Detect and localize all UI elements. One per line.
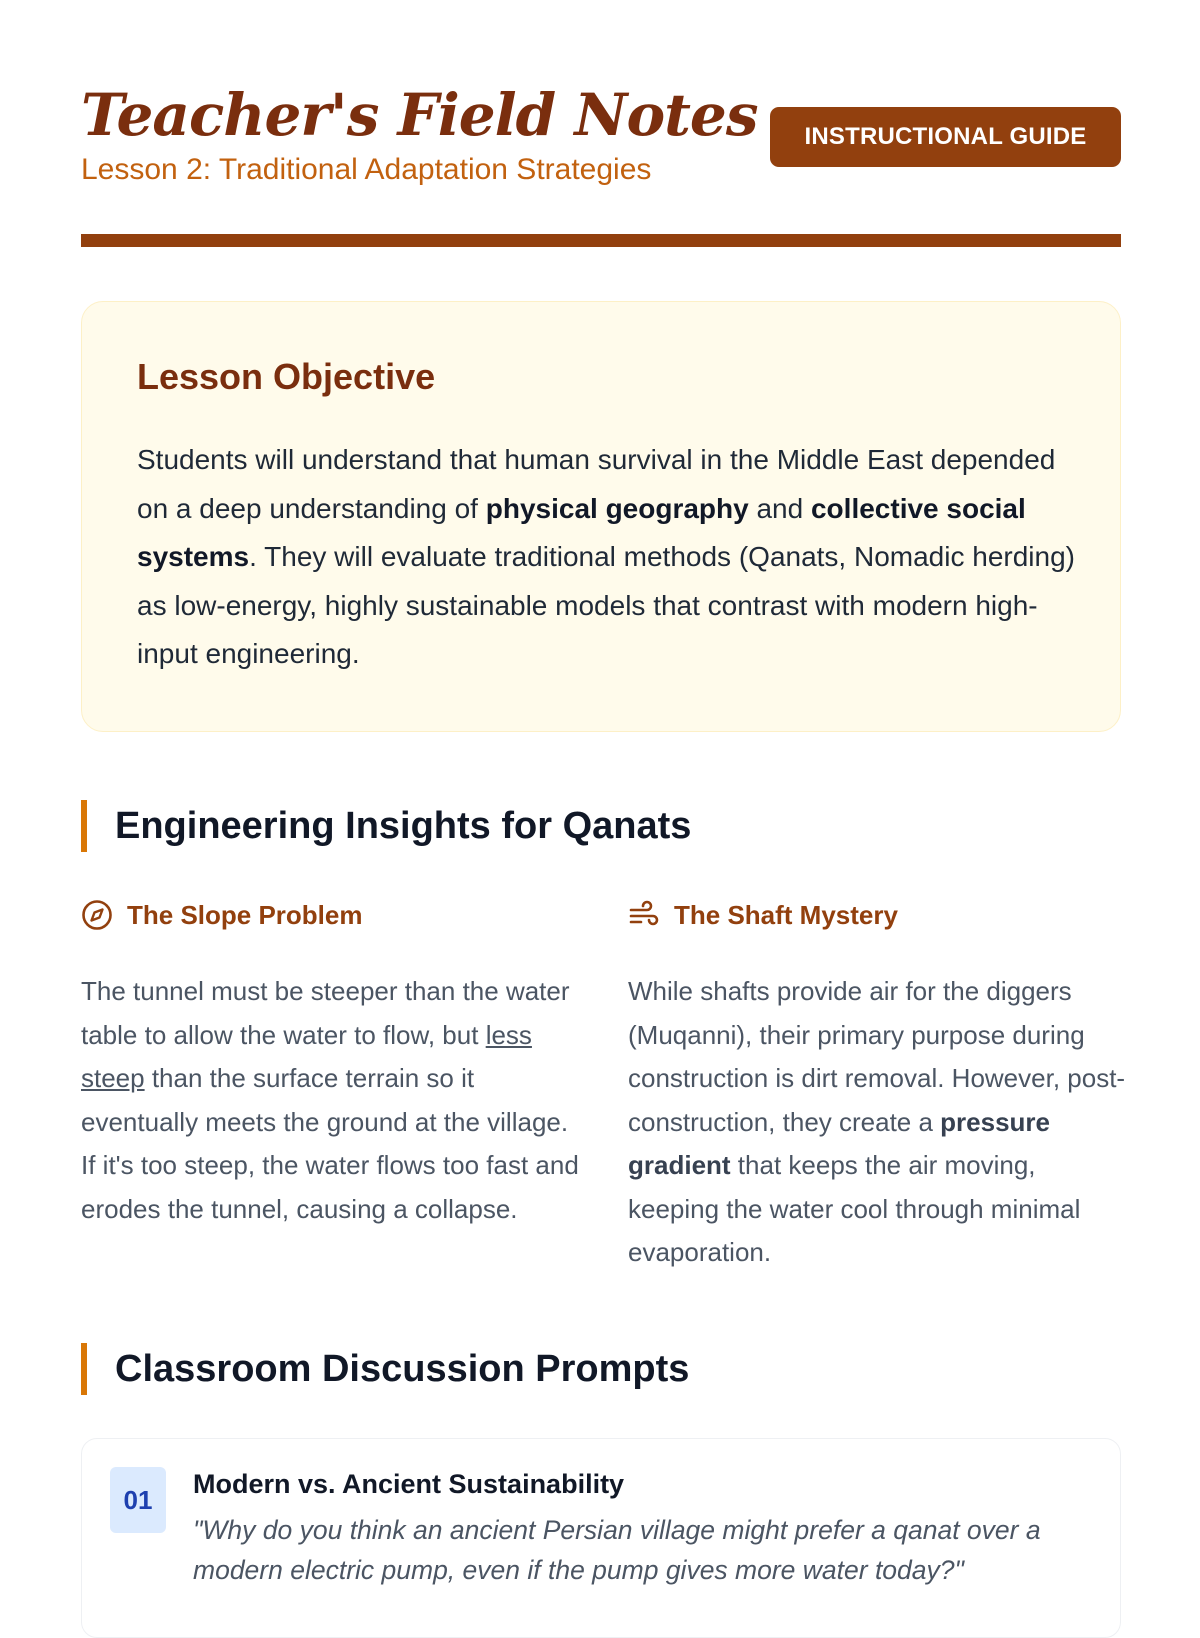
slope-problem-header bbox=[81, 896, 581, 936]
shaft-mystery-title: The Shaft Mystery bbox=[674, 900, 898, 930]
page-title: Teacher's Field Notes bbox=[81, 81, 758, 149]
objective-text-part: . They will evaluate traditional methods (Qanats, Nomadic herding) as low-energy, highly sustainable models that contrast with modern high-input engineering. bbox=[137, 541, 1075, 669]
shaft-mystery-column bbox=[628, 896, 1128, 1275]
wind-icon bbox=[628, 899, 660, 931]
shaft-text-part: While shafts provide air for the diggers (Muqanni), their primary purpose during construction is dirt removal. However, post-construction, they create a bbox=[628, 976, 1126, 1137]
objective-text-part: and bbox=[748, 492, 811, 524]
objective-bold-physical-geography: physical geography bbox=[485, 492, 749, 524]
instructional-guide-badge: INSTRUCTIONAL GUIDE bbox=[770, 107, 1121, 167]
prompt-question: "Why do you think an ancient Persian village might prefer a qanat over a modern electric pump, even if the pump gives more water today?" bbox=[193, 1515, 1041, 1585]
objective-bold-social-systems: collective social systems bbox=[137, 492, 1026, 572]
objective-heading: Lesson Objective bbox=[137, 356, 436, 397]
shaft-mystery-header bbox=[628, 896, 1128, 936]
slope-problem-column bbox=[81, 896, 581, 1231]
pressure-gradient-bold: pressure gradient bbox=[628, 1106, 1051, 1180]
shaft-text-part: that keeps the air moving, keeping the water cool through minimal evaporation. bbox=[628, 1150, 1081, 1267]
shaft-mystery-text bbox=[628, 970, 1128, 1275]
objective-text bbox=[137, 436, 1077, 679]
compass-icon bbox=[81, 899, 113, 931]
discussion-prompt-card bbox=[81, 1438, 1121, 1638]
slope-problem-title: The Slope Problem bbox=[127, 900, 363, 930]
engineering-section-heading: Engineering Insights for Qanats bbox=[81, 800, 691, 852]
objective-text-part: Students will understand that human survival in the Middle East depended on a deep understanding of bbox=[137, 444, 1056, 524]
slope-problem-text bbox=[81, 970, 581, 1231]
prompt-number-badge: 01 bbox=[110, 1467, 166, 1533]
page-subtitle: Lesson 2: Traditional Adaptation Strategies bbox=[81, 153, 652, 186]
slope-text-part: The tunnel must be steeper than the water table to allow the water to flow, but bbox=[81, 976, 570, 1050]
lesson-objective-card bbox=[81, 301, 1121, 732]
page-header bbox=[81, 80, 1121, 186]
prompt-title: Modern vs. Ancient Sustainability bbox=[193, 1469, 625, 1499]
header-divider bbox=[81, 234, 1121, 247]
slope-text-part: than the surface terrain so it eventually meets the ground at the village. If it's too steep, the water flows too fast and erodes the tunnel, causing a collapse. bbox=[81, 1063, 579, 1224]
less-steep-underline: less steep bbox=[81, 1019, 532, 1093]
discussion-section-heading: Classroom Discussion Prompts bbox=[81, 1343, 689, 1395]
